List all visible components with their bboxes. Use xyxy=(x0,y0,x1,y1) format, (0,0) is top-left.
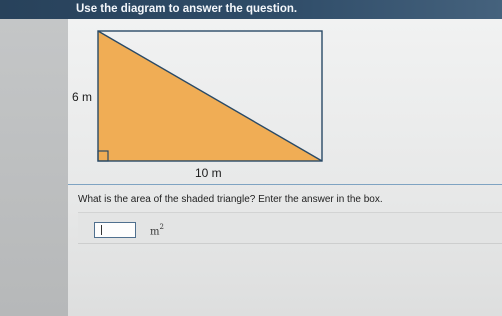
height-label: 6 m xyxy=(72,90,93,104)
diagram xyxy=(68,19,368,169)
width-label: 10 m xyxy=(195,166,222,180)
instruction-text: Use the diagram to answer the question. xyxy=(76,3,298,15)
unit-label xyxy=(150,224,164,237)
unit-base: m xyxy=(150,226,160,238)
question-text: What is the area of the shaded triangle? Enter the answer in the box. xyxy=(78,194,383,205)
text-cursor xyxy=(101,225,102,235)
unit-exponent: 2 xyxy=(159,223,164,231)
section-divider xyxy=(68,184,502,185)
answer-row xyxy=(78,212,502,244)
left-gutter xyxy=(0,19,68,316)
